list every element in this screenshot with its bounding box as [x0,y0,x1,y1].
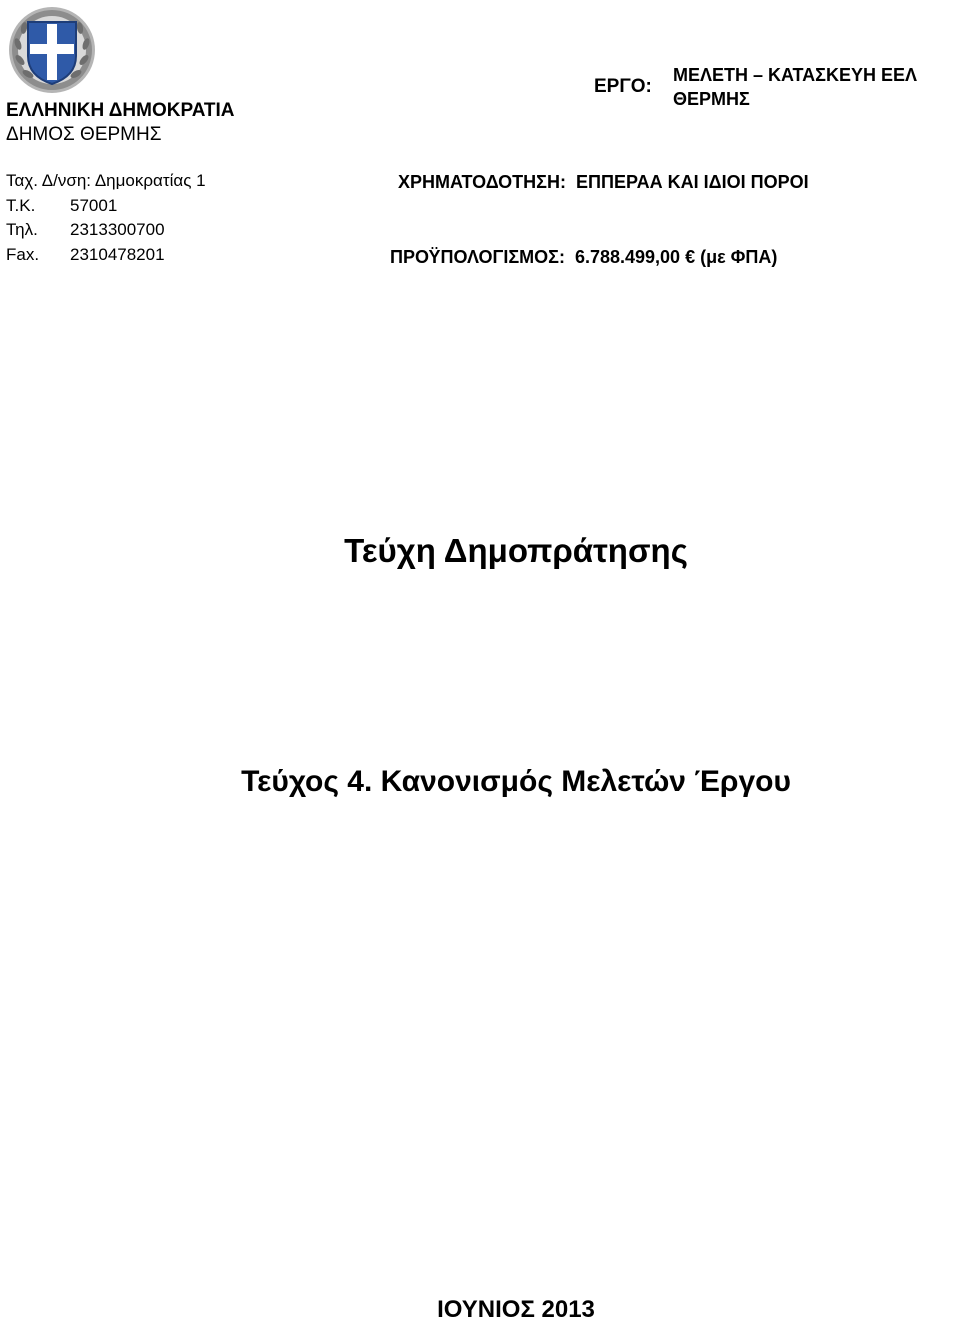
budget-value: 6.788.499,00 € (με ΦΠΑ) [574,247,778,267]
project-label: ΕΡΓΟ: [594,76,652,97]
contact-phone-label: Τηλ. [6,220,38,239]
funding-label: ΧΡΗΜΑΤΟΔΟΤΗΣΗ: [398,172,566,192]
contact-postcode-label: Τ.Κ. [6,196,36,215]
contact-fax [6,245,165,265]
contact-postcode [6,196,117,216]
project-value-line2: ΘΕΡΜΗΣ [673,89,750,109]
budget-label: ΠΡΟΫΠΟΛΟΓΙΣΜΟΣ: [390,247,565,267]
funding-row [398,172,809,193]
project-value [673,63,917,111]
document-date: ΙΟΥΝΙΟΣ 2013 [437,1296,595,1323]
contact-postcode-value: 57001 [70,196,118,215]
authority-municipality: ΔΗΜΟΣ ΘΕΡΜΗΣ [6,124,162,145]
budget-row [390,247,777,268]
contact-phone-value: 2313300700 [70,220,165,239]
contact-address-value: Δημοκρατίας 1 [94,171,206,190]
contact-address [6,171,206,191]
contact-fax-value: 2310478201 [70,245,165,264]
authority-country: ΕΛΛΗΝΙΚΗ ΔΗΜΟΚΡΑΤΙΑ [6,100,235,121]
document-title: Τεύχη Δημοπράτησης [344,532,688,569]
contact-address-label: Ταχ. Δ/νση: [6,171,92,190]
contact-fax-label: Fax. [6,245,40,264]
greek-coat-of-arms-icon [6,4,98,96]
funding-value: ΕΠΠΕΡΑΑ ΚΑΙ ΙΔΙΟΙ ΠΟΡΟΙ [575,172,809,192]
project-value-line1: ΜΕΛΕΤΗ – ΚΑΤΑΣΚΕΥΗ ΕΕΛ [673,65,918,85]
contact-phone [6,220,165,240]
document-subtitle: Τεύχος 4. Κανονισμός Μελετών Έργου [241,765,791,798]
